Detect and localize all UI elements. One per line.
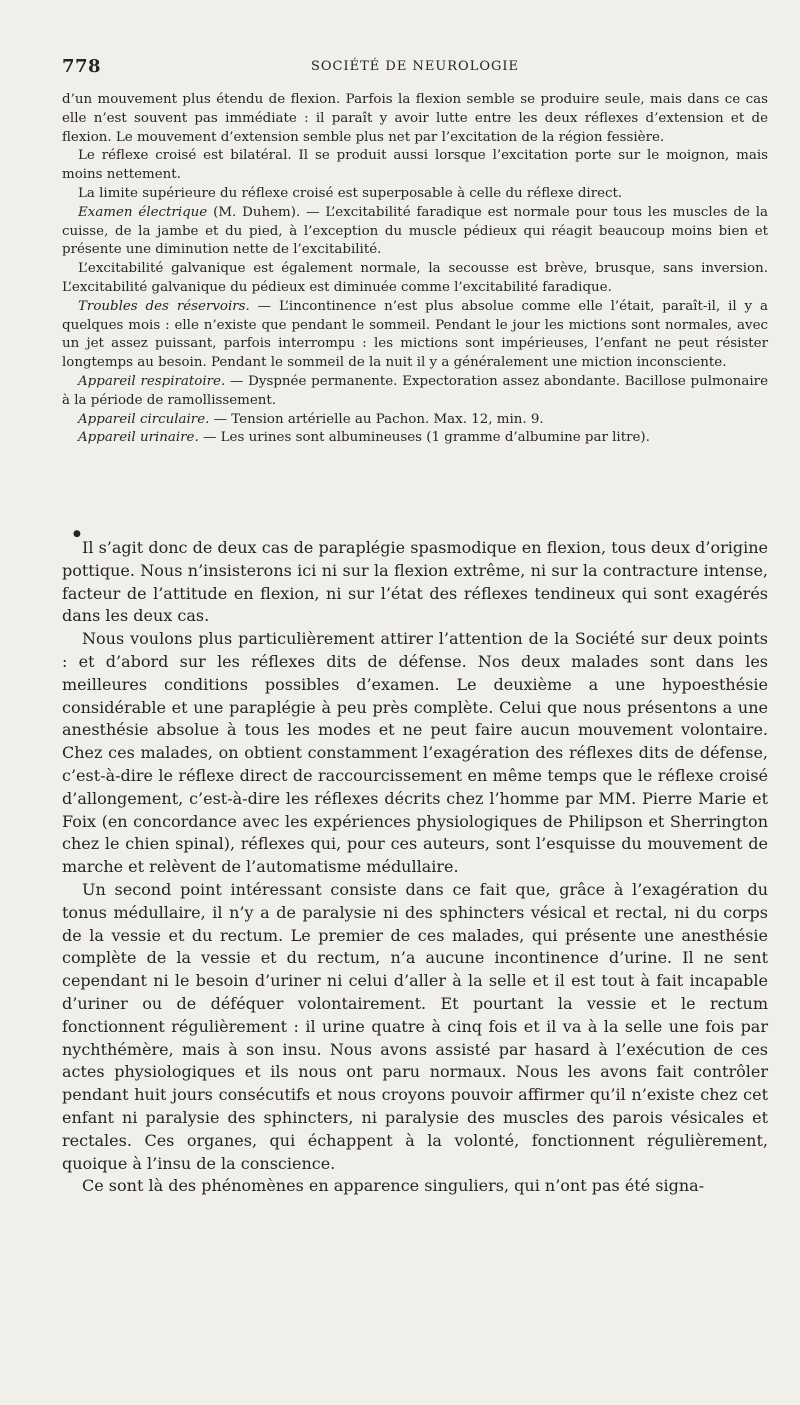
paragraph-text: (M. Duhem). — L’excitabilité faradique est normale pour tous les muscles de la cuisse, de la jambe et du pied, à l’exception du muscle pédieux qui réagit beaucoup moins bien et présente une diminution nette de l’excitabilité. <box>62 204 768 258</box>
paragraph <box>62 411 768 430</box>
paragraph <box>62 298 768 373</box>
paragraph <box>62 147 768 185</box>
case-report-section <box>62 91 768 448</box>
paragraph <box>62 185 768 204</box>
paragraph-text: — Les urines sont albumineuses (1 gramme d’albumine par litre). <box>198 430 650 446</box>
paragraph-text: L’excitabilité galvanique est également normale, la secousse est brève, brusque, sans inversion. L’excitabilité galvanique du pédieux est diminuée comme l’excitabilité faradique. <box>62 261 768 295</box>
paragraph-text: — L’incontinence n’est plus absolue comme elle l’était, paraît-il, il y a quelques mois : elle n’existe que pendant le sommeil. Pendant le jour les mictions sont normales, avec un jet assez puissant, parfois interrompu : les mictions sont impérieuses, l’enfant ne peut résister longtemps au besoin. Pendant le sommeil de la nuit il y a généralement une miction inconsciente. <box>62 298 768 371</box>
paragraph <box>62 429 768 448</box>
section-label: Troubles des réservoirs. <box>78 298 250 314</box>
section-label: Examen électrique <box>78 204 208 220</box>
paragraph: Ce sont là des phénomènes en apparence singuliers, qui n’ont pas été signa- <box>82 1176 705 1196</box>
paragraph-text: Le réflexe croisé est bilatéral. Il se produit aussi lorsque l’excitation porte sur le moignon, mais moins nettement. <box>62 148 768 183</box>
paragraph <box>62 204 768 260</box>
paragraph <box>62 91 768 147</box>
paragraph: Un second point intéressant consiste dans ce fait que, grâce à l’exagération du tonus médullaire, il n’y a de paralysie ni des sphincters vésical et rectal, ni du corps de la vessie et du rectum. Le premier de ces malades, qui présente une anesthésie complète de la vessie et du rectum, n’a aucune incontinence d’urine. Il ne sent cependant ni le besoin d’uriner ni celui d’aller à la selle et il est tout à fait incapable d’uriner ou de déféquer volontairement. Et pourtant la vessie et le rectum fonctionnent régulièrement : il urine quatre à cinq fois et il va à la selle une fois par nychthémère, mais à son insu. Nous avons assisté par hasard à l’exécution de ces actes physiologiques et ils nous ont paru normaux. Nous les avons fait contrôler pendant huit jours consécutifs et nous croyons pouvoir affirmer qu’il n’existe chez cet enfant ni paralysie des sphincters, ni paralysie des muscles des parois vésicales et rectales. Ces organes, qui échappent à la volonté, fonctionnent régulièrement, quoique à l’insu de la conscience. <box>62 879 768 1173</box>
bullet-mark-icon: ● <box>73 529 81 539</box>
page-header <box>62 56 768 80</box>
section-label: Appareil urinaire. <box>78 430 199 446</box>
section-label: Appareil respiratoire. <box>78 373 226 389</box>
page-number: 778 <box>62 56 102 77</box>
paragraph <box>62 260 768 298</box>
paragraph: Il s’agit donc de deux cas de paraplégie spasmodique en flexion, tous deux d’origine pottique. Nous n’insisterons ici ni sur la flexion extrême, ni sur la contracture intense, facteur de l’attitude en flexion, ni sur l’état des réflexes tendineux qui sont exagérés dans les deux cas. <box>62 538 768 626</box>
paragraph <box>62 373 768 411</box>
paragraph-text: La limite supérieure du réflexe croisé est superposable à celle du réflexe direct. <box>78 185 623 201</box>
discussion-section <box>62 537 768 1198</box>
paragraph-text: — Dyspnée permanente. Expectoration assez abondante. Bacillose pulmonaire à la période de ramollissement. <box>62 373 768 408</box>
running-title: SOCIÉTÉ DE NEUROLOGIE <box>310 59 520 74</box>
paragraph: Nous voulons plus particulièrement attirer l’attention de la Société sur deux points : et d’abord sur les réflexes dits de défense. Nos deux malades sont dans les meilleures conditions possibles d’examen. Le deuxième a une hypoesthésie considérable et une paraplégie à peu près complète. Celui que nous présentons a une anesthésie absolue à tous les modes et ne peut faire aucun mouvement volontaire. Chez ces malades, on obtient constamment l’exagération des réflexes dits de défense, c’est-à-dire le réflexe direct de raccourcissement en même temps que le réflexe croisé d’allongement, c’est-à-dire les réflexes décrits chez l’homme par MM. Pierre Marie et Foix (en concordance avec les expériences physiologiques de Philipson et Sherrington chez le chien spinal), réflexes qui, pour ces auteurs, sont l’esquisse du mouvement de marche et relèvent de l’automatisme médullaire. <box>62 629 768 877</box>
section-label: Appareil circulaire. <box>78 411 210 427</box>
paragraph-text: d’un mouvement plus étendu de flexion. Parfois la flexion semble se produire seule, mais dans ce cas elle n’est souvent pas immédiate : il paraît y avoir lutte entre les deux réflexes d’extension et de flexion. Le mouvement d’extension semble plus net par l’excitation de la région fessière. <box>62 92 768 145</box>
paragraph-text: — Tension artérielle au Pachon. Max. 12, min. 9. <box>209 411 544 427</box>
